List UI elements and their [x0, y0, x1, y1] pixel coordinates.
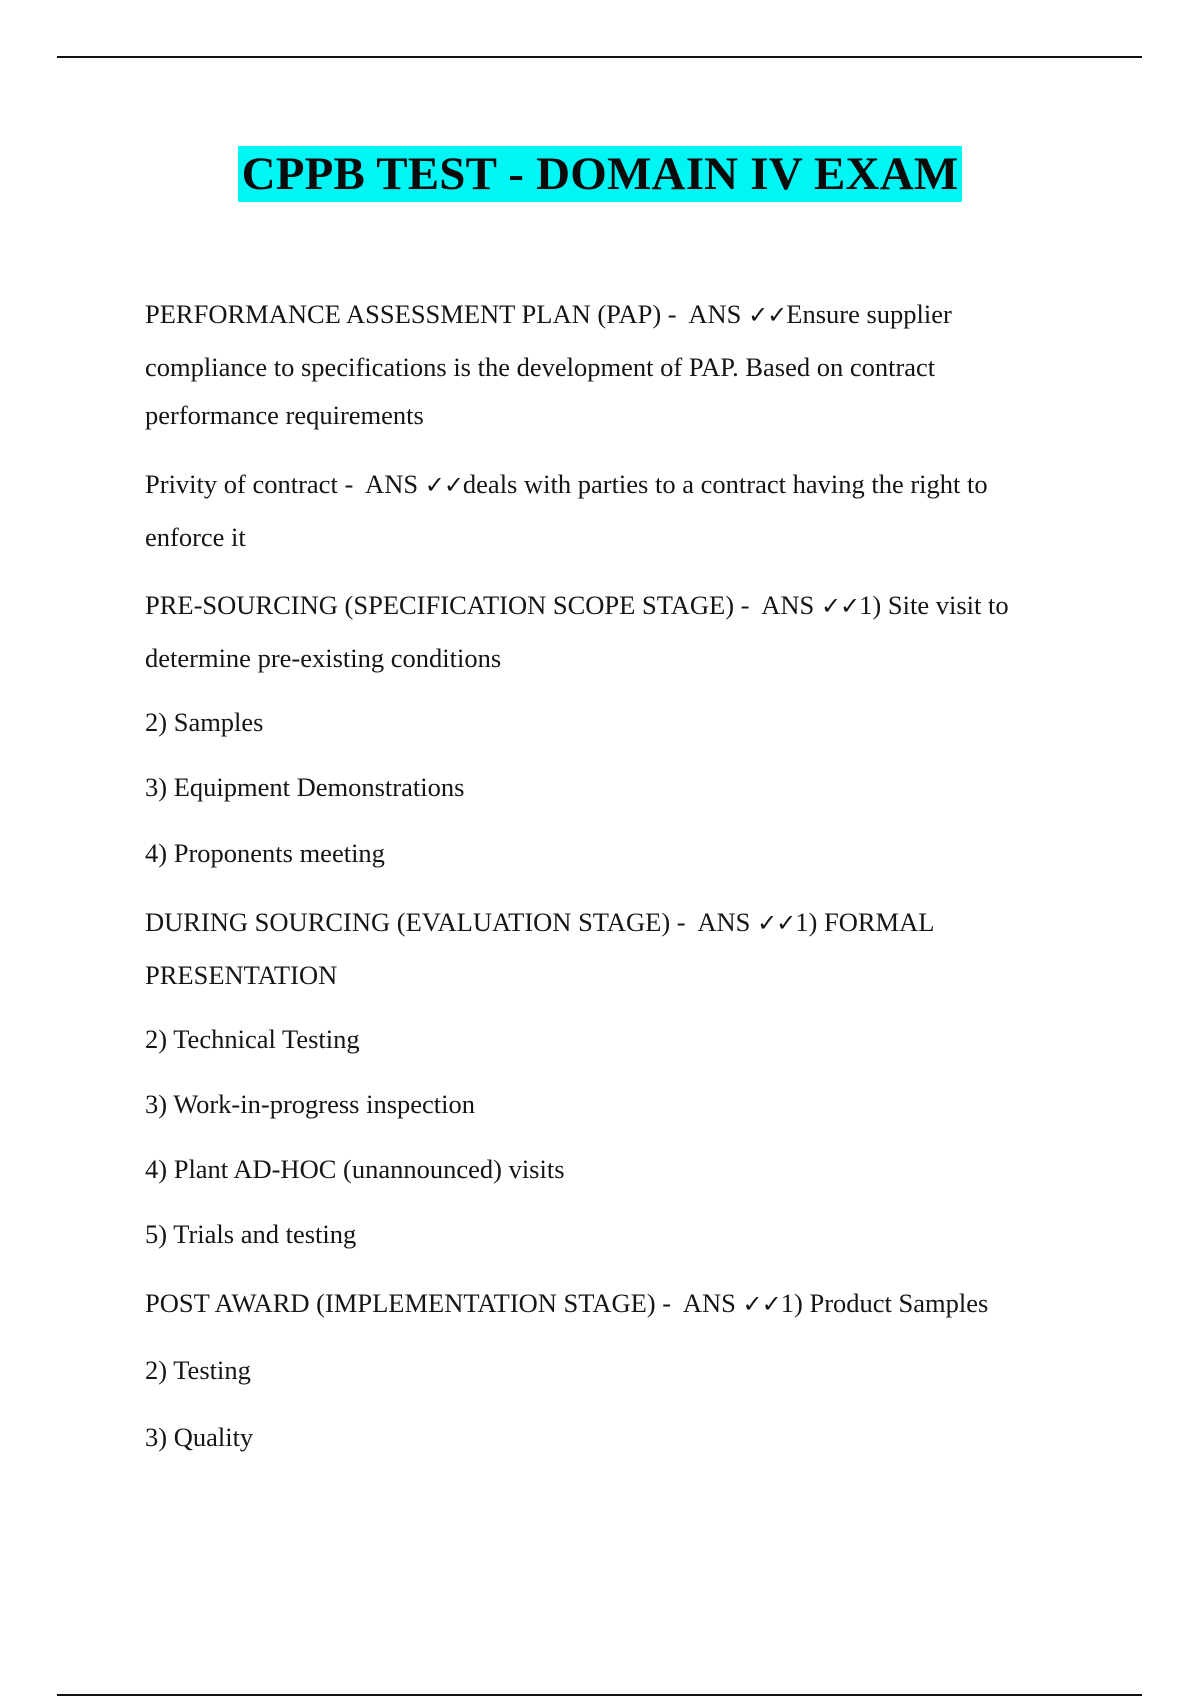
- list-item: 5) Trials and testing: [145, 1219, 357, 1249]
- entry-presourcing-line-1: [145, 589, 1009, 622]
- page-title: CPPB TEST - DOMAIN IV EXAM: [238, 146, 963, 202]
- list-item: 3) Quality: [145, 1422, 254, 1452]
- entry-privity-line-2: enforce it: [145, 522, 246, 552]
- entry-privity-line-1: [145, 468, 988, 501]
- bottom-rule: [57, 1694, 1142, 1696]
- entry-pap-line-3: performance requirements: [145, 400, 424, 430]
- term: DURING SOURCING (EVALUATION STAGE): [145, 907, 671, 937]
- list-item: 3) Work-in-progress inspection: [145, 1089, 476, 1119]
- list-item: 4) Proponents meeting: [145, 838, 385, 868]
- list-item: 4) Plant AD-HOC (unannounced) visits: [145, 1154, 565, 1184]
- term: Privity of contract: [145, 469, 338, 499]
- ans-separator: - ANS: [661, 299, 749, 329]
- double-check-icon: ✓✓: [820, 592, 860, 620]
- answer-text: Ensure supplier: [786, 299, 952, 329]
- term: POST AWARD (IMPLEMENTATION STAGE): [145, 1288, 656, 1318]
- entry-pap-line-2: compliance to specifications is the development of PAP. Based on contract: [145, 352, 936, 382]
- entry-during-sourcing-line-2: PRESENTATION: [145, 960, 338, 990]
- double-check-icon: ✓✓: [757, 909, 796, 937]
- list-item: 2) Technical Testing: [145, 1024, 360, 1054]
- answer-text: deals with parties to a contract having the right to: [462, 469, 988, 499]
- term: PERFORMANCE ASSESSMENT PLAN (PAP): [145, 299, 662, 329]
- ans-separator: - ANS: [337, 469, 425, 499]
- answer-text: 1) Site visit to: [859, 590, 1009, 620]
- entry-post-award-line-1: [145, 1287, 988, 1320]
- ans-separator: - ANS: [670, 907, 758, 937]
- entry-presourcing-line-2: determine pre-existing conditions: [145, 643, 502, 673]
- double-check-icon: ✓✓: [748, 301, 787, 329]
- double-check-icon: ✓✓: [742, 1290, 781, 1318]
- entry-during-sourcing-line-1: [145, 906, 934, 939]
- list-item: 2) Samples: [145, 707, 264, 737]
- term: PRE-SOURCING (SPECIFICATION SCOPE STAGE): [145, 590, 735, 620]
- double-check-icon: ✓✓: [424, 471, 463, 499]
- ans-separator: - ANS: [655, 1288, 743, 1318]
- answer-text: 1) Product Samples: [780, 1288, 989, 1318]
- answer-text: 1) FORMAL: [795, 907, 935, 937]
- list-item: 3) Equipment Demonstrations: [145, 772, 465, 802]
- ans-separator: - ANS: [734, 590, 821, 620]
- list-item: 2) Testing: [145, 1355, 251, 1385]
- entry-pap-line-1: [145, 298, 952, 331]
